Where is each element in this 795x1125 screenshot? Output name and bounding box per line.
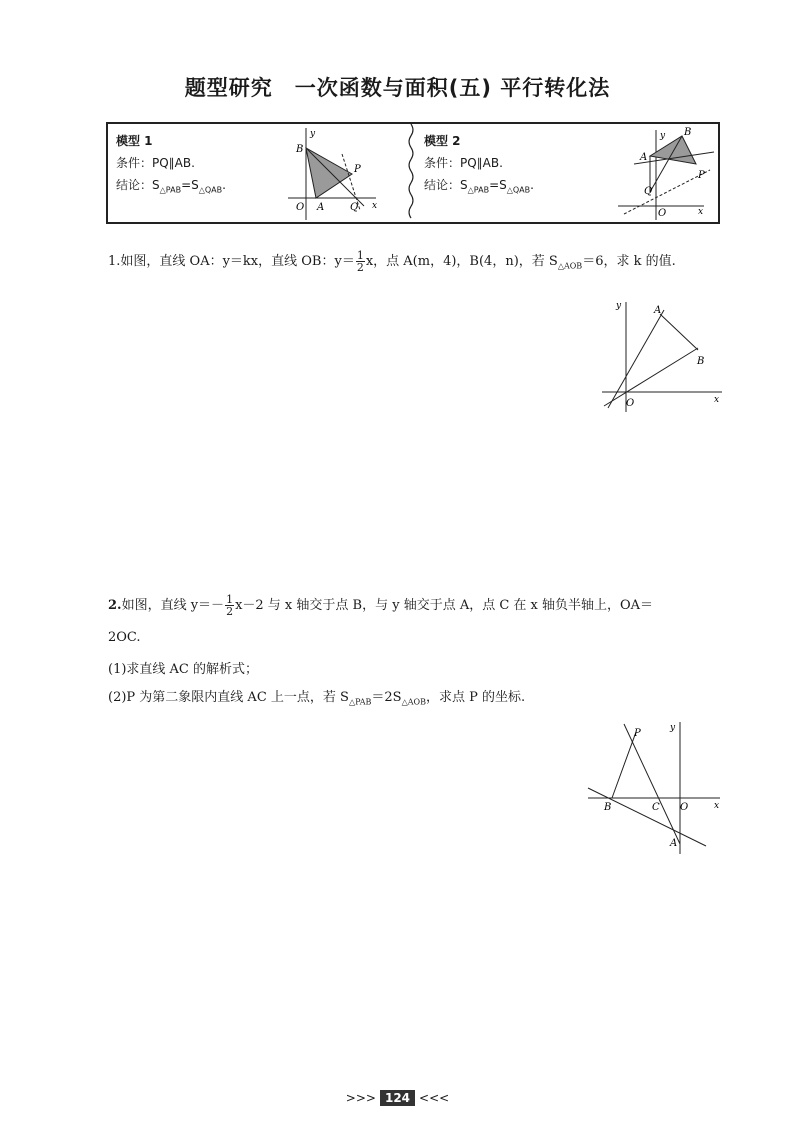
problem2-num: 2. bbox=[108, 598, 122, 613]
page-title: 题型研究 一次函数与面积(五) 平行转化法 bbox=[184, 76, 611, 100]
p1-B-label: B bbox=[697, 356, 705, 367]
model1-A-label: A bbox=[317, 202, 325, 213]
model1-text bbox=[116, 130, 226, 201]
model2-Q-label: Q bbox=[644, 186, 653, 197]
page-footer bbox=[0, 1090, 795, 1106]
p2-A-label: A bbox=[670, 838, 678, 849]
problem2-q2: (2)P 为第二象限内直线 AC 上一点，若 $S_{\triangle PAB}=2S_{\triangle AOB}$，求点 P 的坐标. bbox=[108, 690, 526, 707]
model2-label: 模型 2 bbox=[424, 134, 461, 148]
model1-x-label: x bbox=[372, 201, 378, 211]
problem2-figure bbox=[584, 718, 726, 856]
problem1-text-b: x，点 A(m，4)，B(4，n)，若 S bbox=[365, 254, 558, 269]
p1-x-label: x bbox=[714, 395, 720, 405]
model1-y-label: y bbox=[310, 129, 316, 139]
problem-1 bbox=[108, 250, 676, 277]
p2-y-label: y bbox=[670, 723, 676, 733]
model1-label: 模型 1 bbox=[116, 134, 153, 148]
p2-x-label: x bbox=[714, 801, 720, 811]
problem1-text-a: 如图，直线 OA：y＝kx，直线 OB：y＝ bbox=[120, 254, 355, 269]
footer-right-arrows: <<< bbox=[419, 1091, 450, 1105]
divider-wavy bbox=[404, 124, 418, 222]
model2-B-label: B bbox=[684, 127, 692, 138]
problem2-fraction: $\frac{1}{2}$ bbox=[226, 593, 234, 618]
problem2-text-a: 如图，直线 y＝－ bbox=[121, 598, 225, 613]
problem2-q1: (1)求直线 AC 的解析式； bbox=[108, 662, 259, 677]
model1-Q-label: Q bbox=[350, 202, 359, 213]
model2-O-label: O bbox=[658, 208, 667, 219]
model2-text bbox=[424, 130, 534, 201]
model1-conclusion: 结论：$S_{\triangle PAB}=S_{\triangle QAB}$. bbox=[116, 178, 226, 195]
problem1-sub: △AOB bbox=[557, 261, 583, 271]
footer-left-arrows: >>> bbox=[345, 1091, 376, 1105]
problem1-num: 1. bbox=[108, 254, 121, 269]
p2-P-label: P bbox=[634, 728, 641, 739]
p1-A-label: A bbox=[654, 305, 662, 316]
problem2-text-b: x－2 与 x 轴交于点 B，与 y 轴交于点 A，点 C 在 x 轴负半轴上，OA＝ bbox=[235, 598, 654, 613]
page-number: 124 bbox=[380, 1090, 415, 1106]
model1-B-label: B bbox=[296, 144, 304, 155]
model2-P-label: P bbox=[698, 170, 705, 181]
p1-O-label: O bbox=[626, 398, 635, 409]
model2-conclusion: 结论：$S_{\triangle PAB}=S_{\triangle QAB}$. bbox=[424, 178, 534, 195]
model1-P-label: P bbox=[354, 164, 361, 175]
model2-shaded-triangle bbox=[650, 136, 696, 164]
p2-O-label: O bbox=[680, 802, 689, 813]
problem2-line2: 2OC. bbox=[108, 630, 141, 645]
p2-B-label: B bbox=[604, 802, 612, 813]
problem1-figure bbox=[598, 296, 728, 414]
model1-condition: 条件：PQ∥AB. bbox=[116, 156, 195, 170]
model1-O-label: O bbox=[296, 202, 305, 213]
problem1-text-c: ＝6，求 k 的值. bbox=[582, 254, 676, 269]
model2-figure bbox=[614, 126, 718, 222]
problem1-fraction: $\frac{1}{2}$ bbox=[356, 249, 364, 274]
model2-A-label: A bbox=[640, 152, 648, 163]
model2-condition: 条件：PQ∥AB. bbox=[424, 156, 503, 170]
model2-y-label: y bbox=[660, 131, 666, 141]
p2-C-label: C bbox=[652, 802, 660, 813]
model1-figure bbox=[284, 126, 384, 222]
model-box bbox=[106, 122, 720, 224]
p1-y-label: y bbox=[616, 301, 622, 311]
problem-2 bbox=[108, 594, 653, 617]
model2-x-label: x bbox=[698, 207, 704, 217]
